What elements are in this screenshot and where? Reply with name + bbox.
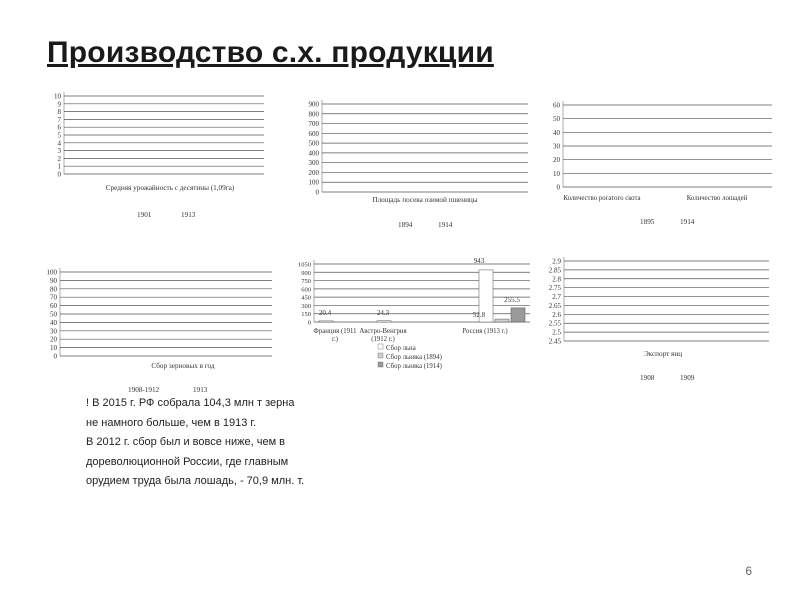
legend-entry: 1914: [680, 218, 695, 226]
legend-swatch: [378, 353, 383, 358]
yield-chart-panel: [30, 86, 290, 236]
y-tick-label: 0: [53, 352, 57, 361]
y-tick-label: 5: [57, 131, 61, 140]
y-tick-label: 60: [553, 101, 560, 110]
note-line: ! В 2015 г. РФ собрала 104,3 млн т зерна: [86, 397, 295, 409]
y-tick-label: 2.75: [548, 284, 561, 293]
y-tick-label: 450: [301, 294, 311, 302]
y-tick-label: 2.85: [548, 266, 561, 275]
y-tick-label: 20: [50, 335, 57, 344]
y-tick-label: 150: [301, 311, 311, 319]
y-tick-label: 3: [57, 147, 61, 156]
y-tick-label: 100: [46, 268, 57, 277]
y-tick-label: 0: [556, 183, 560, 192]
note-line: В 2012 г. сбор был и вовсе ниже, чем в: [86, 436, 286, 448]
y-tick-label: 2.8: [552, 275, 561, 284]
y-tick-label: 750: [301, 278, 311, 286]
sown-area-chart-panel: [290, 90, 535, 240]
legend-entry: 1908: [640, 374, 655, 382]
category-label: г.): [332, 336, 338, 343]
category-label: Количество лошадей: [686, 195, 748, 202]
y-tick-label: 2.65: [548, 301, 561, 310]
egg-export-chart: [535, 252, 780, 392]
category-label: Экспорт яиц: [643, 350, 683, 358]
y-tick-label: 300: [308, 159, 319, 168]
bar: [511, 308, 525, 322]
y-tick-label: 60: [50, 302, 57, 311]
legend-entry: 1913: [193, 386, 208, 394]
y-tick-label: 10: [54, 92, 61, 101]
y-tick-label: 0: [57, 170, 61, 179]
y-tick-label: 0: [307, 319, 311, 327]
egg-export-chart-panel: [535, 252, 780, 392]
y-tick-label: 2.7: [552, 293, 561, 302]
legend-entry: 1901: [137, 211, 152, 219]
y-tick-label: 100: [308, 178, 319, 187]
yield-chart: [30, 86, 290, 236]
y-tick-label: 700: [308, 120, 319, 129]
category-label: Сбор зерновых в год: [151, 362, 215, 370]
legend-entry: 1908-1912: [128, 386, 160, 394]
y-tick-label: 7: [57, 115, 61, 124]
data-label: 255.5: [504, 296, 520, 304]
y-tick-label: 30: [553, 142, 560, 151]
y-tick-label: 50: [553, 115, 560, 124]
y-tick-label: 2.55: [548, 319, 561, 328]
y-tick-label: 4: [57, 139, 61, 148]
legend-entry: 1909: [680, 374, 695, 382]
y-tick-label: 20: [553, 156, 560, 165]
y-tick-label: 600: [301, 286, 311, 294]
legend-entry: 1914: [438, 221, 453, 229]
data-label: 20.4: [318, 309, 332, 317]
y-tick-label: 500: [308, 139, 319, 148]
category-label: Франция (1911: [313, 328, 357, 335]
note-line: орудием труда была лошадь, - 70,9 млн. т.: [86, 475, 305, 487]
y-tick-label: 9: [57, 100, 61, 109]
y-tick-label: 200: [308, 168, 319, 177]
grain-harvest-chart-panel: [35, 258, 285, 398]
category-label: (1912 г.): [371, 336, 395, 343]
y-tick-label: 2.45: [548, 337, 561, 346]
legend-swatch: [378, 362, 383, 367]
y-tick-label: 600: [308, 129, 319, 138]
legend-entry: Сбор льняка (1894): [386, 354, 442, 361]
y-tick-label: 40: [50, 318, 57, 327]
note-line: не намного больше, чем в 1913 г.: [86, 416, 257, 429]
flax-chart: [290, 255, 540, 395]
bar: [495, 319, 509, 322]
y-tick-label: 2.5: [552, 328, 561, 337]
bar: [377, 321, 391, 322]
y-tick-label: 1: [57, 162, 61, 171]
legend-entry: Сбор льна: [386, 345, 416, 352]
category-label: Россия (1913 г.): [462, 328, 508, 335]
legend-swatch: [378, 344, 383, 349]
y-tick-label: 2.9: [552, 257, 561, 266]
legend-entry: 1913: [181, 211, 196, 219]
y-tick-label: 900: [308, 100, 319, 109]
flax-chart-panel: [290, 255, 540, 395]
bar: [319, 321, 333, 322]
legend-entry: 1895: [640, 218, 655, 226]
sown-area-chart: [290, 90, 535, 240]
y-tick-label: 6: [57, 123, 61, 132]
livestock-chart: [535, 96, 780, 236]
data-label: 52.8: [472, 311, 486, 319]
y-tick-label: 30: [50, 327, 57, 336]
y-tick-label: 2.6: [552, 310, 561, 319]
data-label: 24.3: [376, 309, 390, 317]
y-tick-label: 10: [553, 169, 560, 178]
y-tick-label: 1050: [298, 261, 311, 269]
y-tick-label: 400: [308, 149, 319, 158]
y-tick-label: 2: [57, 154, 61, 163]
legend-entry: Сбор льняка (1914): [386, 363, 442, 370]
y-tick-label: 90: [50, 276, 57, 285]
y-tick-label: 50: [50, 310, 57, 319]
y-tick-label: 0: [315, 188, 319, 197]
data-label: 943: [473, 257, 485, 265]
category-label: Количество рогатого скота: [563, 195, 641, 202]
legend-entry: 1894: [398, 221, 413, 229]
page-number: 6: [745, 564, 752, 578]
note-text: [86, 394, 356, 492]
category-label: Средняя урожайность с десятины (1,09га): [105, 184, 235, 192]
y-tick-label: 8: [57, 108, 61, 117]
note-line: дореволюционной России, где главным: [86, 455, 289, 468]
y-tick-label: 40: [553, 128, 560, 137]
y-tick-label: 10: [50, 344, 57, 353]
y-tick-label: 70: [50, 293, 57, 302]
y-tick-label: 80: [50, 285, 57, 294]
y-tick-label: 800: [308, 110, 319, 119]
grain-harvest-chart: [35, 258, 285, 398]
slide-title: Производство с.х. продукции: [47, 36, 494, 69]
livestock-chart-panel: [535, 96, 780, 236]
y-tick-label: 900: [301, 269, 311, 277]
y-tick-label: 300: [301, 302, 311, 310]
category-label: Австро-Венгрия: [359, 328, 407, 335]
category-label: Площадь посева озимой пшеницы: [372, 196, 478, 204]
